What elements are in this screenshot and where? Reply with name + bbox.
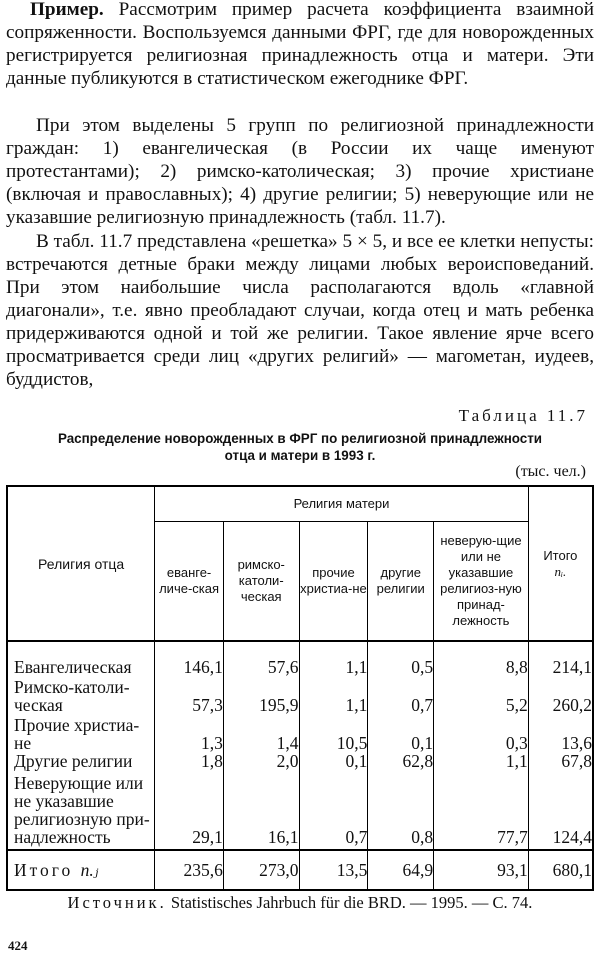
table-label: Таблица 11.7: [458, 406, 588, 425]
table-cell: 62,8: [368, 752, 434, 772]
table-cell: 93,1: [434, 850, 529, 890]
source-text: Statistisches Jahrbuch für die BRD. — 1995. — С. 74.: [166, 893, 533, 912]
table-cell: 146,1: [155, 641, 224, 676]
table-cell: 195,9: [223, 676, 299, 714]
row-label: Другие религии: [7, 752, 155, 772]
table-cell: 1,1: [299, 641, 368, 676]
table-cell: 5,2: [434, 676, 529, 714]
table-cell: 29,1: [155, 772, 224, 850]
paragraph-example: [6, 0, 594, 90]
father-religion-header: Религия отца: [7, 486, 155, 641]
total-row-text: Итого: [14, 859, 74, 880]
row-label: Римско-католи-ческая: [7, 676, 155, 714]
total-column-label: Итого: [543, 547, 578, 563]
column-header: прочие христиа-не: [299, 522, 368, 642]
paragraph-grid: В табл. 11.7 представлена «решетка» 5 × 5, и все ее клетки непусты: встречаются детные браки между лицами любых вероисповеданий. При этом наибольшие числа располагаются вдоль «главной диагонали», т.е. явно преобладают случаи, когда отец и мать ребенка придерживаются одной и той же религии. Такое явление ярче всего просматривается среди лиц «других религий» — магометан, иудеев, буддистов,: [6, 231, 594, 390]
table-row: [7, 772, 593, 850]
table-cell: 0,7: [368, 676, 434, 714]
table-cell: 57,6: [223, 641, 299, 676]
table-cell: 0,5: [368, 641, 434, 676]
table-row: [7, 641, 593, 676]
table-cell: 273,0: [223, 850, 299, 890]
table-title-line-1: Распределение новорожденных в ФРГ по религиозной принадлежности: [57, 431, 543, 446]
row-total: 13,6: [528, 714, 593, 752]
table-cell: 1,8: [155, 752, 224, 772]
row-total: 124,4: [528, 772, 593, 850]
religion-table: [6, 485, 594, 891]
paragraph-example-text: Рассмотрим пример расчета коэффициента взаимной сопряженности. Воспользуемся данными ФРГ, где для новорожденных регистрируется религиозная принадлежность отца и матери. Эти данные публикуются в статистическом ежегоднике ФРГ.: [6, 0, 594, 89]
total-column-header: [528, 486, 593, 641]
table-source: [0, 893, 600, 913]
table-cell: 1,1: [299, 676, 368, 714]
table-total-row: [7, 850, 593, 890]
table-cell: 235,6: [155, 850, 224, 890]
example-label: Пример.: [30, 0, 104, 20]
table-title-line-2: отца и матери в 1993 г.: [224, 448, 376, 463]
table-cell: 16,1: [223, 772, 299, 850]
table-cell: 77,7: [434, 772, 529, 850]
table-title: [4, 430, 596, 464]
table-cell: 8,8: [434, 641, 529, 676]
row-total: 67,8: [528, 752, 593, 772]
grand-total: 680,1: [528, 850, 593, 890]
table-row: [7, 676, 593, 714]
table-cell: 1,4: [223, 714, 299, 752]
row-label: Неверующие или не указавшие религиозную при-надлежность: [7, 772, 155, 850]
table-cell: 0,7: [299, 772, 368, 850]
row-total: 260,2: [528, 676, 593, 714]
column-header: еванге-личе-ская: [155, 522, 224, 642]
table-cell: 57,3: [155, 676, 224, 714]
column-header: другие религии: [368, 522, 434, 642]
table-cell: 0,1: [368, 714, 434, 752]
table-cell: 64,9: [368, 850, 434, 890]
total-row-symbol: n.ⱼ: [80, 859, 99, 880]
table-cell: 0,3: [434, 714, 529, 752]
page-number: 424: [8, 938, 28, 953]
table-cell: 10,5: [299, 714, 368, 752]
table-cell: 0,1: [299, 752, 368, 772]
row-label: Прочие христиа-не: [7, 714, 155, 752]
table-cell: 1,3: [155, 714, 224, 752]
table-unit: (тыс. чел.): [515, 463, 586, 480]
table-cell: 0,8: [368, 772, 434, 850]
total-column-symbol: nᵢ.: [554, 563, 567, 579]
table-row: [7, 714, 593, 752]
table-cell: 1,1: [434, 752, 529, 772]
table-cell: 2,0: [223, 752, 299, 772]
table-cell: 13,5: [299, 850, 368, 890]
column-header: неверую-щие или не указавшие религиоз-ную принад-лежность: [434, 522, 529, 642]
source-prefix: Источник.: [67, 893, 167, 912]
table-row: [7, 752, 593, 772]
row-label: Евангелическая: [7, 641, 155, 676]
mother-religion-header: Религия матери: [155, 486, 529, 522]
row-total: 214,1: [528, 641, 593, 676]
paragraph-groups: При этом выделены 5 групп по религиозной принадлежности граждан: 1) евангелическая (в России их чаще именуют протестантами); 2) римско-католическая; 3) прочие христиане (включая и православных); 4) другие религии; 5) неверующие или не указавшие религиозную принадлежность (табл. 11.7).: [6, 115, 594, 228]
total-row-label: [7, 850, 155, 890]
column-header: римско-католи-ческая: [223, 522, 299, 642]
